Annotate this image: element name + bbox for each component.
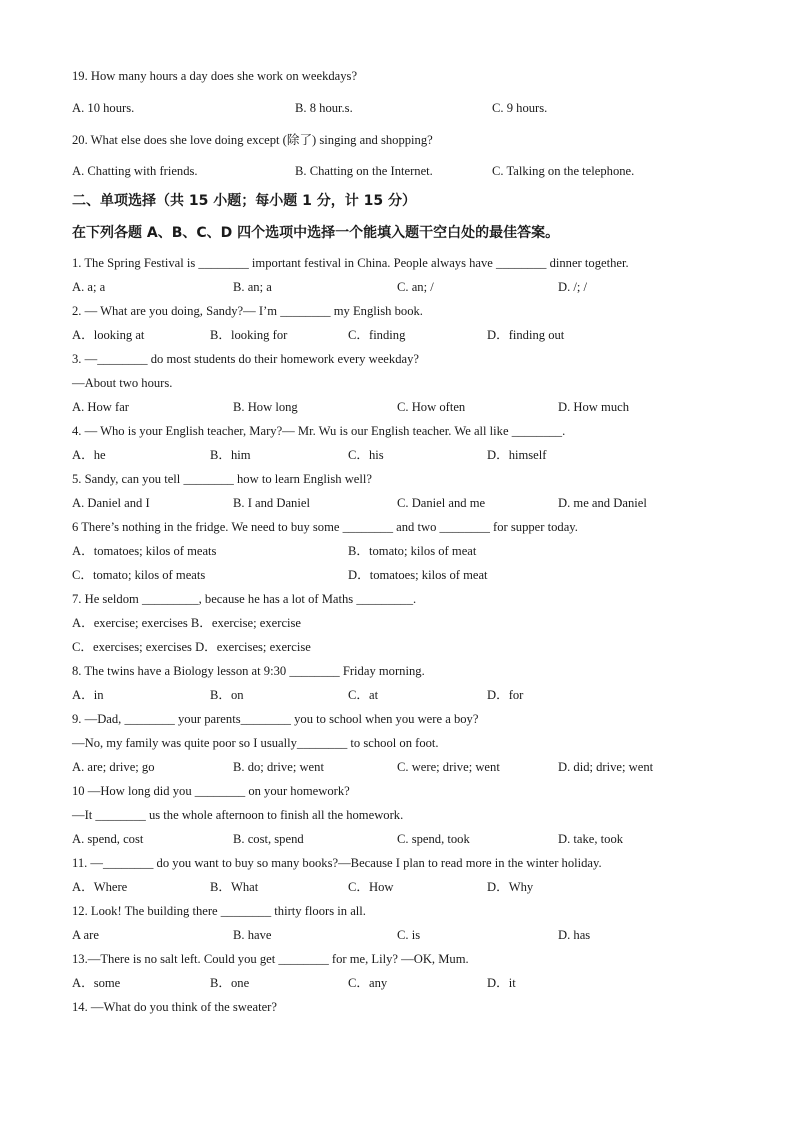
q1-option-d: D. /; / (558, 280, 588, 294)
question-3-stem: 3. —________ do most students do their homework every weekday? (72, 352, 419, 366)
section-2-title: 二、单项选择（共 15 小题；每小题 1 分，计 15 分） (72, 193, 416, 209)
question-13-stem: 13.—There is no salt left. Could you get ________ for me, Lily? —OK, Mum. (72, 952, 469, 966)
q4-option-a: A．he (72, 448, 106, 462)
q6-option-b: B．tomato; kilos of meat (348, 544, 477, 558)
q13-option-d: D．it (487, 976, 516, 990)
q11-option-c: C．How (348, 880, 394, 894)
question-10-reply: —It ________ us the whole afternoon to finish all the homework. (72, 808, 404, 822)
section-2-instruction: 在下列各题 A、B、C、D 四个选项中选择一个能填入题干空白处的最佳答案。 (72, 225, 560, 241)
q19-option-b: B. 8 hour.s. (295, 101, 353, 115)
q11-option-d: D．Why (487, 880, 534, 894)
question-3-reply: —About two hours. (72, 376, 173, 390)
question-9-reply: —No, my family was quite poor so I usually________ to school on foot. (72, 736, 439, 750)
question-5-stem: 5. Sandy, can you tell ________ how to learn English well? (72, 472, 372, 486)
question-19-stem: 19. How many hours a day does she work on weekdays? (72, 69, 358, 83)
question-11-stem: 11. —________ do you want to buy so many books?—Because I plan to read more in the winter holiday. (72, 856, 602, 870)
q7-options-cd: C．exercises; exercises D．exercises; exercise (72, 640, 311, 654)
q13-option-b: B．one (210, 976, 250, 990)
q8-option-a: A．in (72, 688, 104, 702)
q4-option-c: C．his (348, 448, 384, 462)
q6-option-c: C．tomato; kilos of meats (72, 568, 206, 582)
q12-option-c: C. is (397, 928, 421, 942)
q20-option-c: C. Talking on the telephone. (492, 164, 635, 178)
question-20-stem: 20. What else does she love doing except (除了) singing and shopping? (72, 133, 433, 147)
question-6-stem: 6 There’s nothing in the fridge. We need to buy some ________ and two ________ for supper today. (72, 520, 578, 534)
q10-option-b: B. cost, spend (233, 832, 304, 846)
q8-option-d: D．for (487, 688, 524, 702)
q19-option-c: C. 9 hours. (492, 101, 548, 115)
question-10-stem: 10 —How long did you ________ on your homework? (72, 784, 350, 798)
q9-option-b: B. do; drive; went (233, 760, 324, 774)
q7-options-ab: A．exercise; exercises B．exercise; exercise (72, 616, 302, 630)
question-9-stem: 9. —Dad, ________ your parents________ you to school when you were a boy? (72, 712, 479, 726)
q11-option-b: B．What (210, 880, 259, 894)
q11-option-a: A．Where (72, 880, 128, 894)
q10-option-a: A. spend, cost (72, 832, 144, 846)
question-12-stem: 12. Look! The building there ________ thirty floors in all. (72, 904, 366, 918)
q3-option-d: D. How much (558, 400, 630, 414)
question-7-stem: 7. He seldom _________, because he has a lot of Maths _________. (72, 592, 417, 606)
question-4-stem: 4. — Who is your English teacher, Mary?— Mr. Wu is our English teacher. We all like ________. (72, 424, 566, 438)
q1-option-b: B. an; a (233, 280, 272, 294)
q10-option-c: C. spend, took (397, 832, 470, 846)
q5-option-b: B. I and Daniel (233, 496, 310, 510)
q5-option-c: C. Daniel and me (397, 496, 486, 510)
q9-option-d: D. did; drive; went (558, 760, 654, 774)
q8-option-c: C．at (348, 688, 379, 702)
q1-option-a: A. a; a (72, 280, 106, 294)
q9-option-c: C. were; drive; went (397, 760, 500, 774)
q4-option-d: D．himself (487, 448, 547, 462)
q3-option-b: B. How long (233, 400, 298, 414)
q20-option-a: A. Chatting with friends. (72, 164, 198, 178)
q12-option-d: D. has (558, 928, 591, 942)
q2-option-d: D．finding out (487, 328, 565, 342)
q5-option-d: D. me and Daniel (558, 496, 647, 510)
q9-option-a: A. are; drive; go (72, 760, 155, 774)
q6-option-a: A．tomatoes; kilos of meats (72, 544, 217, 558)
q13-option-a: A．some (72, 976, 121, 990)
q2-option-c: C．finding (348, 328, 406, 342)
question-1-stem: 1. The Spring Festival is ________ important festival in China. People always have ________ dinner together. (72, 256, 629, 270)
q3-option-a: A. How far (72, 400, 130, 414)
q8-option-b: B．on (210, 688, 244, 702)
q5-option-a: A. Daniel and I (72, 496, 150, 510)
q13-option-c: C．any (348, 976, 388, 990)
question-14-stem: 14. —What do you think of the sweater? (72, 1000, 277, 1014)
q2-option-b: B．looking for (210, 328, 288, 342)
q19-option-a: A. 10 hours. (72, 101, 135, 115)
q2-option-a: A．looking at (72, 328, 145, 342)
question-2-stem: 2. — What are you doing, Sandy?— I’m ________ my English book. (72, 304, 423, 318)
q12-option-a: A are (72, 928, 99, 942)
q1-option-c: C. an; / (397, 280, 434, 294)
q6-option-d: D．tomatoes; kilos of meat (348, 568, 488, 582)
q3-option-c: C. How often (397, 400, 466, 414)
q20-option-b: B. Chatting on the Internet. (295, 164, 433, 178)
question-8-stem: 8. The twins have a Biology lesson at 9:30 ________ Friday morning. (72, 664, 425, 678)
q4-option-b: B．him (210, 448, 251, 462)
q10-option-d: D. take, took (558, 832, 624, 846)
q12-option-b: B. have (233, 928, 272, 942)
